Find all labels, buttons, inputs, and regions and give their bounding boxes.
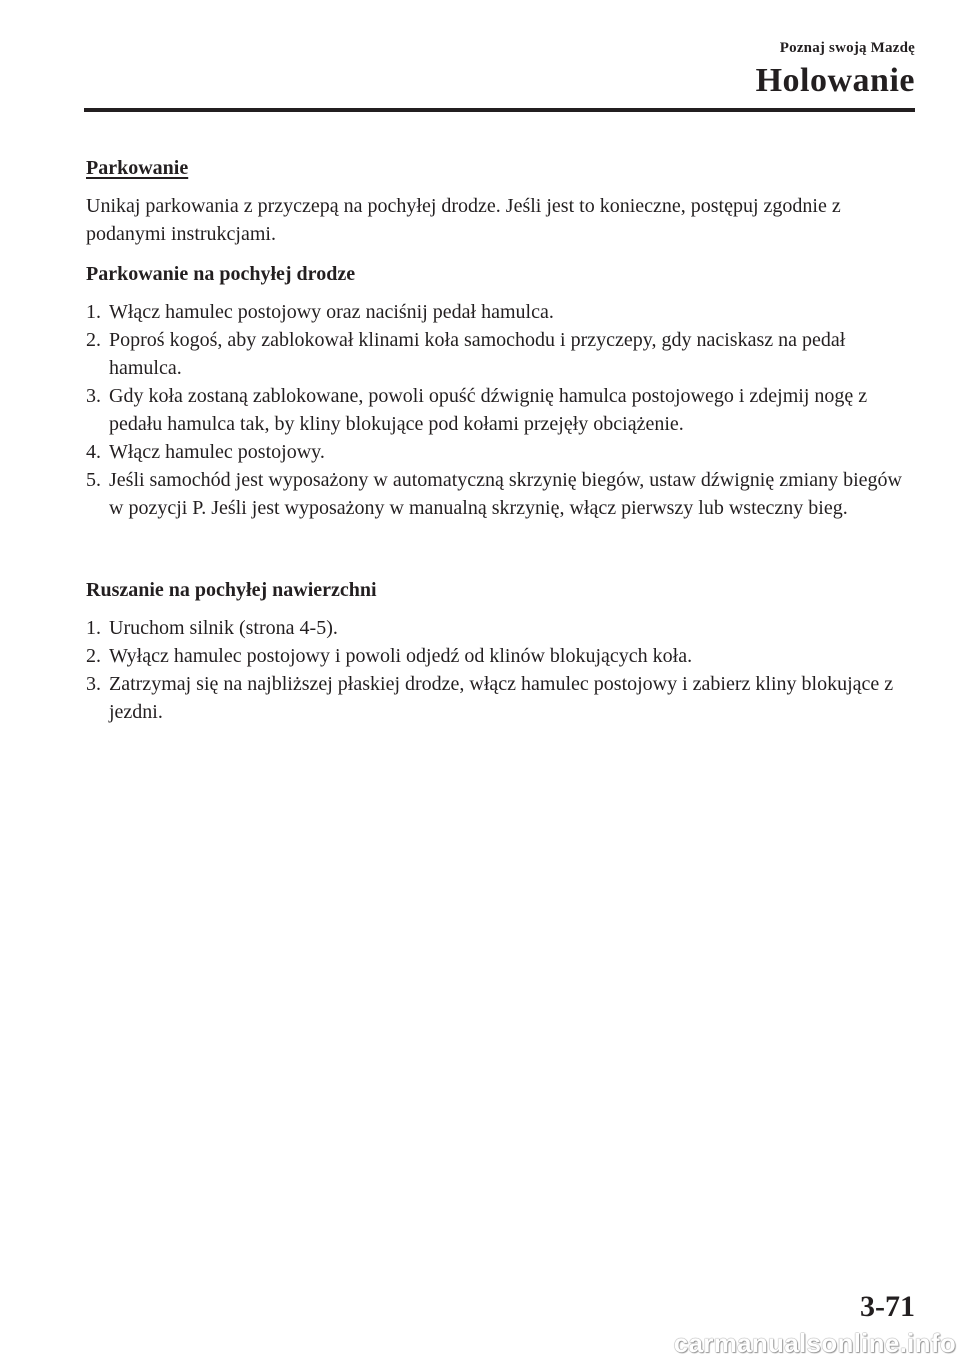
parking-slope-heading: Parkowanie na pochyłej drodze xyxy=(86,263,356,285)
list-item xyxy=(86,466,916,522)
list-item xyxy=(86,670,916,726)
page-content xyxy=(86,154,916,726)
step-text: Uruchom silnik (strona 4-5). xyxy=(109,617,338,639)
chapter-title: Holowanie xyxy=(755,62,915,99)
list-item xyxy=(86,382,916,438)
header-rule xyxy=(84,108,915,112)
parking-slope-steps xyxy=(86,298,916,522)
step-text: Włącz hamulec postojowy. xyxy=(109,441,325,463)
step-number: 5. xyxy=(86,469,101,491)
step-text: Wyłącz hamulec postojowy i powoli odjedź od klinów blokujących koła. xyxy=(109,645,693,667)
step-text: Gdy koła zostaną zablokowane, powoli opuść dźwignię hamulca postojowego i zdejmij nogę z pedału hamulca tak, by kliny blokujące pod kołami przejęły obciążenie. xyxy=(109,385,868,435)
step-number: 3. xyxy=(86,673,101,695)
list-item xyxy=(86,438,916,466)
step-text: Poproś kogoś, aby zablokował klinami koła samochodu i przyczepy, gdy naciskasz na pedał hamulca. xyxy=(109,329,846,379)
list-item xyxy=(86,326,916,382)
step-number: 2. xyxy=(86,329,101,351)
section-gap xyxy=(86,522,916,576)
watermark: carmanualsonline.info xyxy=(673,1328,956,1358)
starting-slope-heading: Ruszanie na pochyłej nawierzchni xyxy=(86,579,377,601)
step-number: 1. xyxy=(86,617,101,639)
step-text: Zatrzymaj się na najbliższej płaskiej drodze, włącz hamulec postojowy i zabierz kliny blokujące z jezdni. xyxy=(109,673,894,723)
starting-slope-steps xyxy=(86,614,916,726)
step-number: 4. xyxy=(86,441,101,463)
list-item xyxy=(86,614,916,642)
page-number: 3-71 xyxy=(860,1290,915,1323)
step-number: 1. xyxy=(86,301,101,323)
section-intro: Unikaj parkowania z przyczepą na pochyłej drodze. Jeśli jest to konieczne, postępuj zgodnie z podanymi instrukcjami. xyxy=(86,195,841,245)
step-number: 2. xyxy=(86,645,101,667)
step-text: Włącz hamulec postojowy oraz naciśnij pedał hamulca. xyxy=(109,301,554,323)
step-number: 3. xyxy=(86,385,101,407)
step-text: Jeśli samochód jest wyposażony w automatyczną skrzynię biegów, ustaw dźwignię zmiany biegów w pozycji P. Jeśli jest wyposażony w manualną skrzynię, włącz pierwszy lub wsteczny bieg. xyxy=(109,469,902,519)
section-title: Parkowanie xyxy=(86,157,189,179)
header-book-title: Poznaj swoją Mazdę xyxy=(779,40,915,56)
list-item xyxy=(86,298,916,326)
list-item xyxy=(86,642,916,670)
